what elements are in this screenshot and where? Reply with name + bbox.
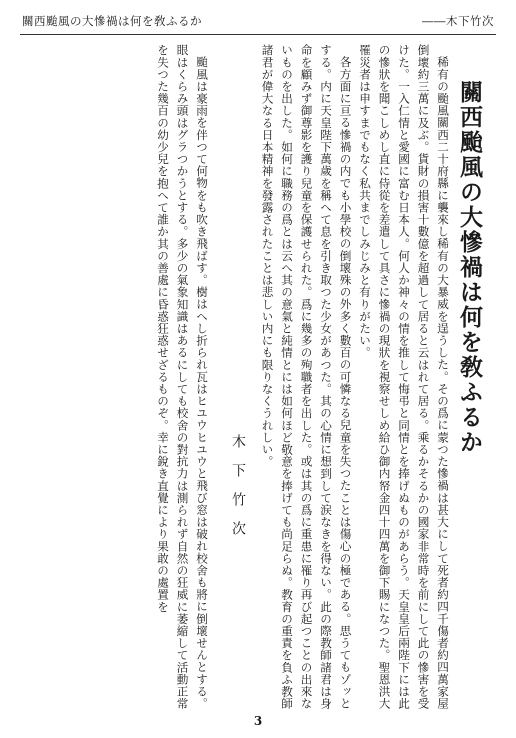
running-header-author: ――木下竹次 bbox=[422, 14, 494, 28]
article-title: 關西颱風の大慘禍は何を敎ふるか bbox=[456, 80, 482, 455]
header-rule bbox=[20, 34, 496, 35]
running-header bbox=[22, 14, 494, 28]
running-header-title: 關西颱風の大慘禍は何を敎ふるか bbox=[22, 14, 202, 28]
article-paragraph-2: 各方面に亘る慘禍の内でも小學校の倒壞殊の外多く數百の可憐なる兒童を失つたことは傷心の極である。思うてもゾッとする。内に天皇陛下萬歲を稱へて息を引き取つた少女があつた。其の心情に想到して涙なきを得ない。此の際教師諸君は身命を顧みず御尊影を護り兒童を保護せられた。爲に幾多の殉職者を出した。或は其の爲に重患に罹り再び起つことの出來ないものを出した。如何に職務の爲とは云へ其の意氣と純情とには如何ほど敬意を捧げても尚足らぬ。教育の重責を負ふ教師諸君が偉大なる日本精神を發露されたことは悲しい内にも限りなくうれしい。 bbox=[260, 44, 353, 710]
article-paragraph-3: 颱風は豪雨を伴つて何物をも吹き飛ばす。樹はへし折られ瓦はヒユウヒユウと飛び窓は破れ校舍も將に倒壞せんとする。眼はくらみ頭はグラつかうとする。多少の氣象知識はあるにしても校舍の對抗力は測られず自然の狂威に萎縮して活動正常を失つた幾百の幼少兒を抱へて誰か其の善處に昏惑狂惑せざるものぞ。幸に銳き直覺により果敢の處置を bbox=[156, 44, 209, 710]
article-body bbox=[28, 44, 496, 714]
page-number: 3 bbox=[253, 714, 263, 728]
article-paragraph-1: 稀有の颱風關西二十府縣に襲來し稀有の大暴威を逞うした。その爲に蒙つた慘禍は甚大にして死者約四千傷者約四萬家屋倒壞約三萬に及ぶ。貨財の損害十數億を超過して居ると云はれて居る。乘るかそるかの國家非常時を前にして此の慘害を受けた。一入仁情と愛國に富む日本人。何人か神々の情を推して悔弔と同情とを捧げぬものがあらう。天皇皇后兩陛下には此の慘狀を聞こしめし直に侍從を差遣して具さに慘禍の現狀を視察せしめ給ひ御内帑金四十四萬を御下賜になつた。聖恩洪大罹災者は申すまでもなく私共までしみじみと有りがたい。 bbox=[358, 44, 450, 710]
author-name: 木下竹次 bbox=[230, 434, 246, 550]
